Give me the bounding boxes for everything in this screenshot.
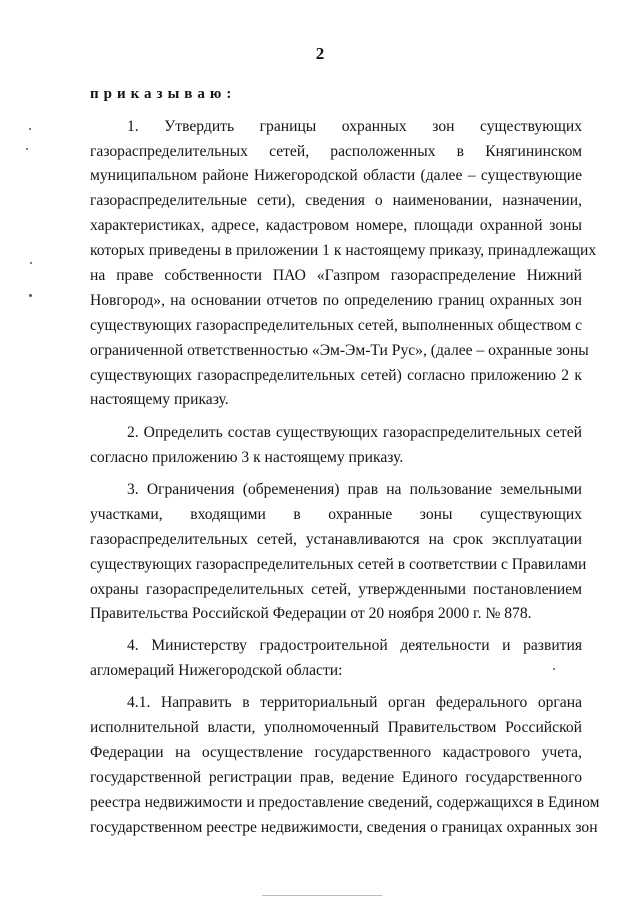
paragraph-1-line: характеристиках, адресе, кадастровом номере, площади охранной зоны xyxy=(90,217,582,234)
paragraph-1-line: муниципальном районе Нижегородской области (далее – существующие xyxy=(90,167,582,184)
paragraph-4-line: агломераций Нижегородской области: xyxy=(90,662,343,679)
paragraph-3-line: Правительства Российской Федерации от 20 ноября 2000 г. № 878. xyxy=(90,605,532,622)
scan-speck xyxy=(30,262,32,264)
scan-speck xyxy=(29,128,31,130)
paragraph-1-line: 1. Утвердить границы охранных зон существующих xyxy=(127,118,582,135)
page-number: 2 xyxy=(315,44,325,63)
paragraph-1-line: ограниченной ответственностью «Эм-Эм-Ти Рус», (далее – охранные зоны xyxy=(90,342,589,359)
paragraph-4-1-line: государственной регистрации прав, ведение Единого государственного xyxy=(90,769,582,786)
scan-speck xyxy=(26,148,28,150)
paragraph-2-line: 2. Определить состав существующих газораспределительных сетей xyxy=(127,424,582,441)
paragraph-4-1-line: Федерации на осуществление государственного кадастрового учета, xyxy=(90,744,582,761)
paragraph-3-line: участками, входящими в охранные зоны существующих xyxy=(90,506,582,523)
paragraph-4-1-line: реестра недвижимости и предоставление сведений, содержащихся в Едином xyxy=(90,794,600,811)
paragraph-1-line: настоящему приказу. xyxy=(90,391,229,408)
paragraph-4-1-line: государственном реестре недвижимости, сведения о границах охранных зон xyxy=(90,819,598,836)
paragraph-4-1-line: 4.1. Направить в территориальный орган федерального органа xyxy=(127,694,582,711)
paragraph-1-line: Новгород», на основании отчетов по определению границ охранных зон xyxy=(90,292,582,309)
paragraph-3-line: 3. Ограничения (обременения) прав на пользование земельными xyxy=(127,481,582,498)
paragraph-1-line: которых приведены в приложении 1 к настоящему приказу, принадлежащих xyxy=(90,242,597,259)
paragraph-1-line: газораспределительных сетей, расположенных в Княгининском xyxy=(90,143,582,160)
paragraph-1-line: существующих газораспределительных сетей, выполненных обществом с xyxy=(90,317,582,334)
paragraph-2-line: согласно приложению 3 к настоящему приказу. xyxy=(90,449,404,466)
paragraph-1-line: газораспределительные сети), сведения о наименовании, назначении, xyxy=(90,192,582,209)
paragraph-4-line: 4. Министерству градостроительной деятельности и развития xyxy=(127,637,582,654)
paragraph-1-line: на праве собственности ПАО «Газпром газораспределение Нижний xyxy=(90,267,582,284)
scan-speck xyxy=(29,294,32,297)
paragraph-3-line: газораспределительных сетей, устанавливаются на срок эксплуатации xyxy=(90,531,582,548)
paragraph-1-line: существующих газораспределительных сетей) согласно приложению 2 к xyxy=(90,367,582,384)
scan-speck xyxy=(553,668,555,670)
paragraph-3-line: существующих газораспределительных сетей в соответствии с Правилами xyxy=(90,556,587,573)
paragraph-3-line: охраны газораспределительных сетей, утвержденными постановлением xyxy=(90,581,582,598)
scan-edge-line xyxy=(262,895,382,896)
order-heading: приказываю: xyxy=(90,86,237,102)
paragraph-4-1-line: исполнительной власти, уполномоченный Правительством Российской xyxy=(90,719,582,736)
